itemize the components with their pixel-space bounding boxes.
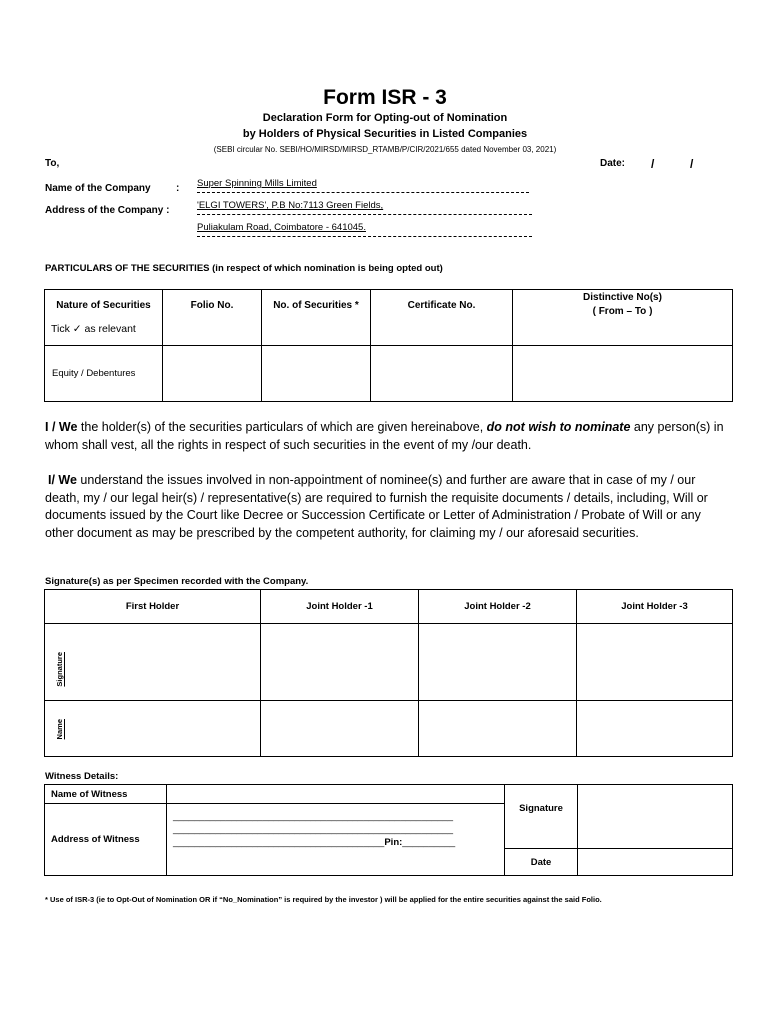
declaration-paragraph-2	[45, 472, 725, 542]
signature-cell-joint-1[interactable]	[261, 624, 419, 701]
date-separator-2: /	[690, 157, 694, 171]
col-num-header: No. of Securities *	[262, 290, 371, 346]
company-address-line-2[interactable]	[197, 222, 532, 237]
witness-table	[44, 784, 733, 876]
company-name-field[interactable]	[197, 178, 529, 193]
company-address-line-2-value: Puliakulam Road, Coimbatore - 641045.	[197, 222, 366, 233]
witness-name-input[interactable]	[167, 785, 505, 804]
witness-address-line-1: _____________________________________________________	[173, 811, 454, 822]
signatures-heading: Signature(s) as per Specimen recorded with the Company.	[45, 576, 309, 587]
witness-address-line-2: _____________________________________________________	[173, 824, 454, 835]
p1-tail: any person(s) in whom shall vest, all the rights in respect of such securities in the event of my /our death.	[45, 420, 724, 452]
company-address-label: Address of the Company :	[45, 205, 170, 216]
name-cell-first[interactable]	[45, 701, 261, 757]
company-name-value: Super Spinning Mills Limited	[197, 178, 317, 189]
row-type-cell[interactable]: Equity / Debentures	[45, 346, 163, 402]
witness-address-label: Address of Witness	[45, 804, 167, 876]
form-title: Form ISR - 3	[323, 86, 447, 109]
signature-cell-joint-3[interactable]	[577, 624, 733, 701]
col-dist-sub-label: ( From – To )	[592, 306, 653, 317]
date-day-field[interactable]	[632, 157, 648, 171]
tick-note: Tick ✓ as relevant	[51, 323, 136, 335]
company-address-line-1-value: 'ELGI TOWERS', P.B No:7113 Green Fields,	[197, 200, 384, 211]
company-name-colon: :	[176, 183, 180, 194]
p2-lead: I/ We	[48, 473, 77, 487]
date-label: Date:	[600, 158, 626, 169]
company-address-line-1[interactable]	[197, 200, 532, 215]
holder-header-joint-2: Joint Holder -2	[419, 590, 577, 624]
name-cell-joint-3[interactable]	[577, 701, 733, 757]
signature-row-label: Signature	[55, 652, 64, 687]
witness-signature-input[interactable]	[578, 785, 733, 849]
holder-header-joint-3: Joint Holder -3	[577, 590, 733, 624]
col-dist-header	[513, 290, 733, 346]
witness-name-label: Name of Witness	[45, 785, 167, 804]
date-month-field[interactable]	[660, 157, 688, 171]
company-name-label: Name of the Company	[45, 183, 151, 194]
date-year-field[interactable]	[698, 157, 728, 171]
footnote: * Use of ISR-3 (ie to Opt-Out of Nomination OR if “No_Nomination” is required by the investor ) will be applied for the entire securities against the said Folio.	[45, 895, 602, 904]
p1-lead: I / We	[45, 420, 78, 434]
declaration-paragraph-1	[45, 419, 725, 454]
name-cell-joint-2[interactable]	[419, 701, 577, 757]
holder-header-joint-1: Joint Holder -1	[261, 590, 419, 624]
p1-emphasis: do not wish to nominate	[486, 420, 631, 434]
col-dist-label: Distinctive No(s)	[583, 292, 662, 303]
form-subtitle-1: Declaration Form for Opting-out of Nomination	[262, 112, 508, 124]
distinctive-input-cell[interactable]	[513, 346, 733, 402]
witness-date-input[interactable]	[578, 849, 733, 876]
p1-text: the holder(s) of the securities particulars of which are given hereinabove,	[77, 420, 487, 434]
signature-cell-first[interactable]	[45, 624, 261, 701]
form-subtitle-2: by Holders of Physical Securities in Listed Companies	[242, 128, 528, 140]
circular-reference: (SEBI circular No. SEBI/HO/MIRSD/MIRSD_RTAMB/P/CIR/2021/655 dated November 03, 2021)	[213, 145, 557, 154]
securities-heading: PARTICULARS OF THE SECURITIES (in respect of which nomination is being opted out)	[45, 263, 443, 274]
securities-table	[44, 289, 733, 402]
signatures-table	[44, 589, 733, 757]
witness-pin-label: Pin:	[384, 837, 403, 848]
name-row-label: Name	[55, 719, 64, 740]
num-securities-input-cell[interactable]	[262, 346, 371, 402]
name-cell-joint-1[interactable]	[261, 701, 419, 757]
col-cert-header: Certificate No.	[371, 290, 513, 346]
to-label: To,	[45, 158, 60, 169]
witness-date-label: Date	[505, 849, 578, 876]
p2-text: understand the issues involved in non-appointment of nominee(s) and further are aware that in case of my / our death, my / our legal heir(s) / representative(s) are required to furnish the requisite documents / details, including, Will or documents issued by the Court like Decree or Succession Certificate or Letter of Administration / Probate of Will or any other document as may be prescribed by the competent authority, for claiming my / our aforesaid securities.	[45, 473, 708, 540]
witness-heading: Witness Details:	[45, 771, 119, 782]
witness-address-line-3: ________________________________________	[173, 837, 385, 848]
folio-input-cell[interactable]	[163, 346, 262, 402]
witness-signature-label: Signature	[505, 785, 578, 849]
date-separator-1: /	[651, 157, 655, 171]
holder-header-first: First Holder	[45, 590, 261, 624]
witness-address-input[interactable]	[167, 804, 505, 876]
witness-pin-line: __________	[402, 837, 456, 848]
certificate-input-cell[interactable]	[371, 346, 513, 402]
col-nature-header	[45, 290, 163, 346]
col-folio-header: Folio No.	[163, 290, 262, 346]
signature-cell-joint-2[interactable]	[419, 624, 577, 701]
col-nature-label: Nature of Securities	[56, 300, 151, 311]
